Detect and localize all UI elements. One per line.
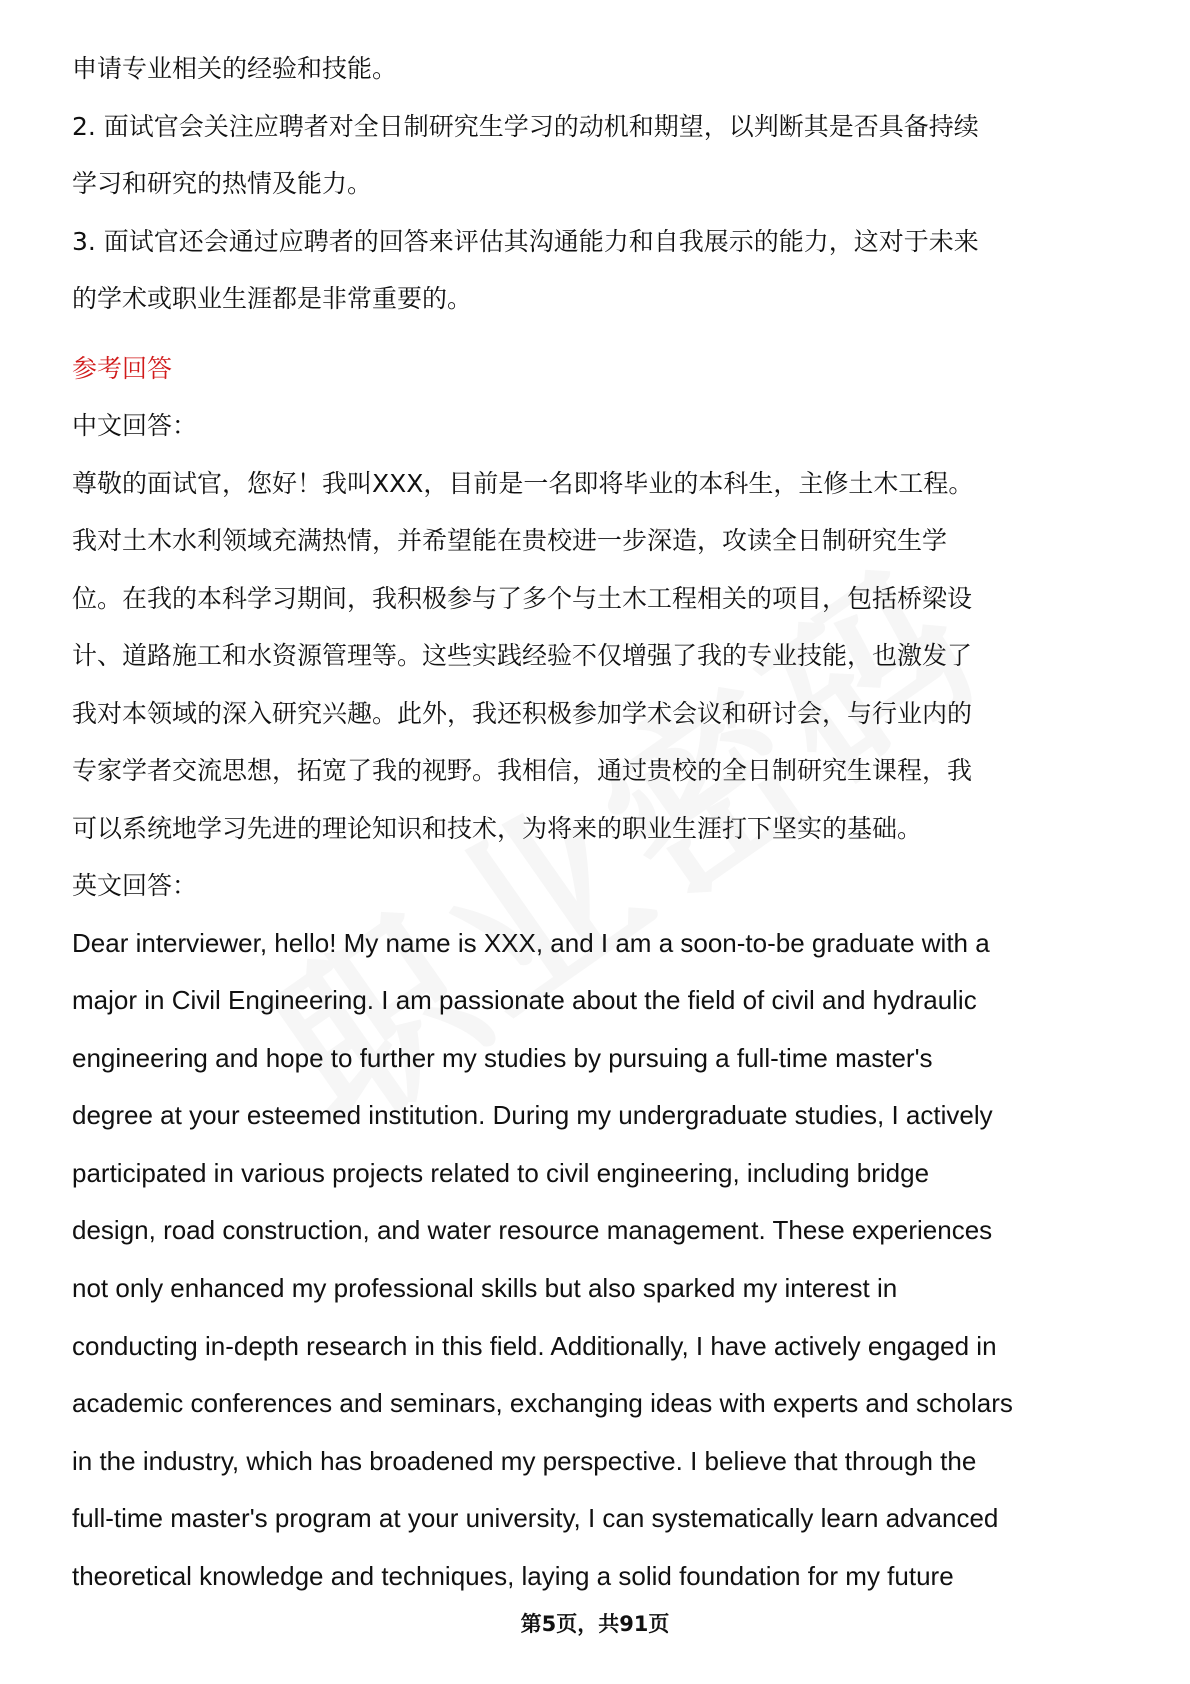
chinese-answer-line: 尊敬的面试官，您好！我叫XXX，目前是一名即将毕业的本科生，主修土木工程。: [72, 468, 974, 498]
intro-line: 学习和研究的热情及能力。: [72, 169, 373, 198]
chinese-answer-line: 计、道路施工和水资源管理等。这些实践经验不仅增强了我的专业技能，也激发了: [72, 641, 973, 670]
chinese-answer-line: 可以系统地学习先进的理论知识和技术，为将来的职业生涯打下坚实的基础。: [72, 813, 923, 843]
intro-line: 3. 面试官还会通过应聘者的回答来评估其沟通能力和自我展示的能力，这对于未来: [72, 226, 979, 256]
chinese-answer-line: 我对本领域的深入研究兴趣。此外，我还积极参加学术会议和研讨会，与行业内的: [72, 698, 973, 728]
intro-line: 申请专业相关的经验和技能。: [72, 54, 398, 83]
english-answer-line: engineering and hope to further my studies by pursuing a full-time master's: [72, 1042, 933, 1073]
english-answer-line: theoretical knowledge and techniques, laying a solid foundation for my future: [72, 1561, 954, 1592]
english-answer-line: design, road construction, and water resource management. These experiences: [72, 1215, 993, 1246]
english-answer-line: not only enhanced my professional skills but also sparked my interest in: [72, 1273, 898, 1304]
page-number: 第5页，共91页: [520, 1612, 670, 1636]
english-answer-line: full-time master's program at your university, I can systematically learn advanced: [72, 1503, 999, 1534]
english-answer-line: major in Civil Engineering. I am passionate about the field of civil and hydraulic: [72, 985, 977, 1016]
intro-line: 2. 面试官会关注应聘者对全日制研究生学习的动机和期望，以判断其是否具备持续: [72, 111, 979, 141]
english-answer-line: in the industry, which has broadened my perspective. I believe that through the: [72, 1445, 977, 1476]
english-answer-line: degree at your esteemed institution. During my undergraduate studies, I actively: [72, 1100, 993, 1131]
chinese-answer-line: 位。在我的本科学习期间，我积极参与了多个与土木工程相关的项目，包括桥梁设: [72, 583, 973, 613]
document-page: [72, 40, 1132, 1606]
section-title: 参考回答: [72, 353, 173, 383]
english-answer-heading: 英文回答：: [72, 871, 198, 900]
chinese-answer-line: 我对土木水利领域充满热情，并希望能在贵校进一步深造，攻读全日制研究生学: [72, 526, 948, 555]
english-answer-line: Dear interviewer, hello! My name is XXX, and I am a soon-to-be graduate with a: [72, 927, 990, 958]
chinese-answer-heading: 中文回答：: [72, 411, 198, 440]
chinese-answer-line: 专家学者交流思想，拓宽了我的视野。我相信，通过贵校的全日制研究生课程，我: [72, 756, 973, 785]
english-answer-line: participated in various projects related to civil engineering, including bridge: [72, 1157, 930, 1188]
intro-line: 的学术或职业生涯都是非常重要的。: [72, 284, 473, 313]
english-answer-line: academic conferences and seminars, exchanging ideas with experts and scholars: [72, 1388, 1013, 1419]
english-answer-line: conducting in-depth research in this field. Additionally, I have actively engaged in: [72, 1330, 997, 1361]
